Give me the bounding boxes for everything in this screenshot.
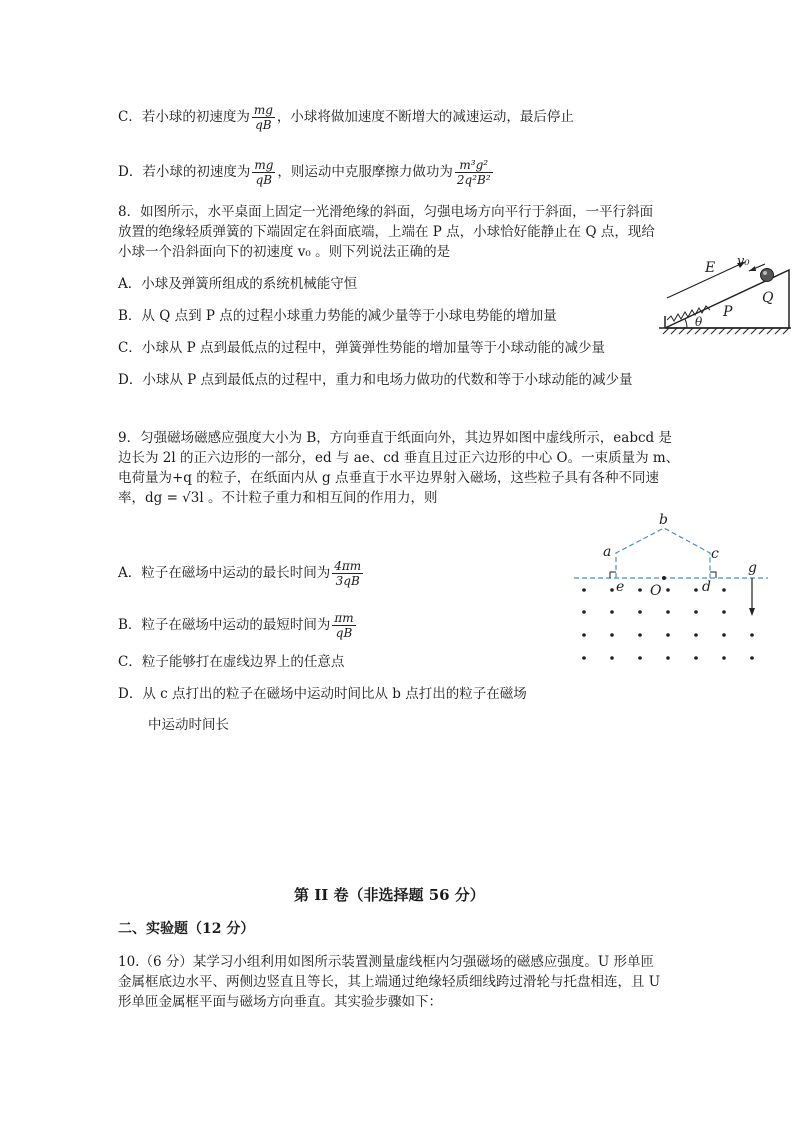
fraction-numerator: mg [253,103,273,117]
fraction-denominator: qB [335,626,353,640]
fraction-numerator: m³g² [455,158,493,173]
field-label-e: E [705,260,716,276]
q9-option-a [118,559,365,588]
velocity-label-v0: v₀ [737,254,750,269]
right-angle-mark-d [710,572,716,578]
q7-option-c-fraction [252,103,275,132]
fraction-denominator: 3qB [335,574,360,588]
q7-option-d-fraction [252,158,275,187]
q8-stem-line-2: 放置的绝缘轻质弹簧的下端固定在斜面底端，上端在 P 点，小球恰好能静止在 Q 点，现给 [118,224,655,240]
q8-option-c: C．小球从 P 点到最低点的过程中，弹簧弹性势能的增加量等于小球动能的减少量 [118,340,605,356]
q8-option-b: B．从 Q 点到 P 点的过程小球重力势能的减少量等于小球电势能的增加量 [118,308,557,324]
q9-option-a-prefix: A．粒子在磁场中运动的最长时间为 [118,565,331,581]
velocity-arrowhead [749,266,756,271]
angle-arc [685,319,687,328]
q9-stem-line-2: 边长为 2l 的正六边形的一部分，ed 与 ae、cd 垂直且过正六边形的中心 O。一束质量为 m、 [118,450,680,466]
q7-option-c [118,103,574,132]
q8-stem-line-3: 小球一个沿斜面向下的初速度 v₀ 。则下列说法正确的是 [118,244,451,260]
point-label-q: Q [762,290,774,306]
section-two-heading: 二、实验题（12 分） [118,921,255,937]
label-c: c [711,546,719,562]
q9-option-c: C．粒子能够打在虚线边界上的任意点 [118,654,345,670]
fraction-denominator: qB [255,173,273,187]
label-a: a [603,544,612,560]
fraction-denominator: qB [255,118,272,132]
q7-option-c-text: ，小球将做加速度不断增大的减速运动，最后停止 [276,109,574,125]
q9-stem-line-3: 电荷量为+q 的粒子，在纸面内从 g 点垂直于水平边界射入磁场，这些粒子具有各种不同速 [118,470,659,486]
q8-stem-line-1: 8．如图所示，水平桌面上固定一光滑绝缘的斜面，匀强电场方向平行于斜面，一平行斜面 [118,204,654,220]
part-two-title: 第 II 卷（非选择题 56 分） [294,886,485,904]
particle-entry-arrowhead [749,608,755,616]
fraction-denominator: 2q²B² [456,173,491,187]
q9-option-d-line-2: 中运动时间长 [148,717,229,733]
fraction-numerator: πm [334,611,354,625]
fraction-numerator: mg [254,158,274,172]
center-point-o [662,576,666,580]
ball-highlight [763,271,767,275]
q9-magnetic-field-figure [572,508,772,668]
fraction-numerator: 4πm [334,559,362,573]
q9-option-d-line-1: D．从 c 点打出的粒子在磁场中运动时间比从 b 点打出的粒子在磁场 [118,686,527,702]
right-angle-mark-e [610,572,616,578]
theta-label: θ [695,315,703,329]
q8-option-a: A．小球及弹簧所组成的系统机械能守恒 [118,276,358,292]
hexagon-boundary [616,528,710,578]
q7-option-c-prefix: C．若小球的初速度为 [118,109,250,125]
q9-stem-line-1: 9．匀强磁场磁感应强度大小为 B，方向垂直于纸面向外，其边界如图中虚线所示，eabcd 是 [118,430,672,446]
q10-line-3: 形单匝金属框平面与磁场方向垂直。其实验步骤如下： [118,994,442,1010]
label-o: O [650,583,662,599]
q10-line-2: 金属框底边水平、两侧边竖直且等长，其上端通过绝缘轻质细线跨过滑轮与托盘相连，且 U [118,974,661,990]
spring [667,306,710,321]
ground-hatching [663,328,789,334]
q9-option-b-prefix: B．粒子在磁场中运动的最短时间为 [118,617,331,633]
q9-option-a-fraction [332,559,363,588]
q7-option-d-text: ，则运动中克服摩擦力做功为 [277,164,453,180]
q9-stem-line-4: 率，dg = √3l 。不计粒子重力和相互间的作用力，则 [118,490,438,506]
q9-option-b-fraction [332,611,355,640]
label-d: d [702,579,711,595]
q9-option-b [118,611,358,640]
label-b: b [659,512,668,528]
q7-option-d-prefix: D．若小球的初速度为 [118,164,251,180]
point-label-p: P [723,304,733,320]
label-e: e [616,579,625,595]
label-g: g [748,560,757,576]
q10-line-1: 10.（6 分）某学习小组利用如图所示装置测量虚线框内匀强磁场的磁感应强度。U 形单匝 [118,954,655,970]
q8-option-d: D．小球从 P 点到最低点的过程中，重力和电场力做功的代数和等于小球动能的减少量 [118,372,633,388]
q7-option-d-work-fraction [455,158,493,187]
ball [761,269,774,282]
q7-option-d [118,158,495,187]
q8-incline-figure [655,250,794,342]
field-dots [582,588,754,660]
